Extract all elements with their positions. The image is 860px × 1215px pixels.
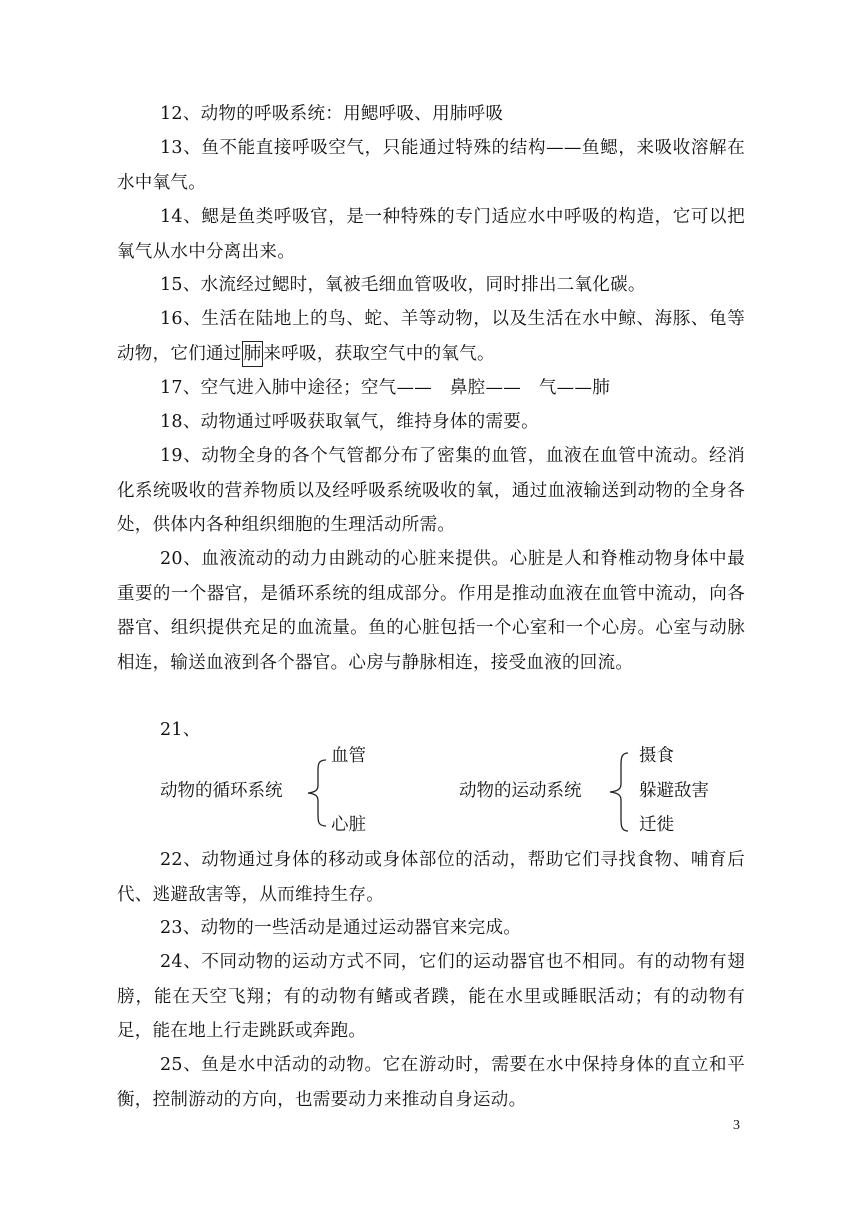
circulatory-system-label: 动物的循环系统 xyxy=(160,781,283,801)
item-19: 19、动物全身的各个气管都分布了密集的血管，血液在血管中流动。经消化系统吸收的营养物质以及经呼吸系统吸收的氧，通过血液输送到动物的全身各处，供体内各种组织细胞的生理活动所需。 xyxy=(117,446,745,535)
item-24: 24、不同动物的运动方式不同，它们的运动器官也不相同。有的动物有翅膀，能在天空飞翔；有的动物有鳍或者蹼，能在水里或睡眠活动；有的动物有足，能在地上行走跳跃或奔跑。 xyxy=(117,952,745,1041)
item-20: 20、血液流动的动力由跳动的心脏来提供。心脏是人和脊椎动物身体中最重要的一个器官，是循环系统的组成部分。作用是推动血液在血管中流动，向各器官、组织提供充足的血流量。鱼的心脏包括一个心室和一个心房。心室与动脉相连，输送血液到各个器官。心房与静脉相连，接受血液的回流。 xyxy=(117,549,745,673)
item-23: 23、动物的一些活动是通过运动器官来完成。 xyxy=(160,918,522,938)
locomotion-system-label: 动物的运动系统 xyxy=(459,781,582,801)
item-16-text-b: 来呼吸，获取空气中的氧气。 xyxy=(263,343,495,364)
item-14: 14、鳃是鱼类呼吸官，是一种特殊的专门适应水中呼吸的构造，它可以把氧气从水中分离出来。 xyxy=(117,207,745,262)
item-16 xyxy=(117,302,745,371)
item-25: 25、鱼是水中活动的动物。它在游动时，需要在水中保持身体的直立和平衡，控制游动的方向，也需要动力来推动自身运动。 xyxy=(117,1055,745,1110)
item-16-text-a: 16、生活在陆地上的鸟、蛇、羊等动物，以及生活在水中鲸、海豚、龟等动物，它们通过 xyxy=(117,309,745,364)
locomotion-brace-icon xyxy=(602,750,632,834)
item-16-boxed-answer: 肺 xyxy=(242,341,264,367)
item-22: 22、动物通过身体的移动或身体部位的活动，帮助它们寻找食物、哺育后代、逃避敌害等，从而维持生存。 xyxy=(117,850,745,905)
circulatory-item-heart: 心脏 xyxy=(331,815,366,835)
locomotion-item-migration: 迁徙 xyxy=(639,815,674,835)
circulatory-item-blood-vessel: 血管 xyxy=(331,746,366,766)
item-18: 18、动物通过呼吸获取氧气，维持身体的需要。 xyxy=(160,412,539,432)
locomotion-item-feeding: 摄食 xyxy=(639,746,674,766)
item-15: 15、水流经过鳃时，氧被毛细血管吸收，同时排出二氧化碳。 xyxy=(160,275,646,295)
page-number: 3 xyxy=(733,1118,740,1133)
item-17: 17、空气进入肺中途径；空气—— 鼻腔—— 气——肺 xyxy=(160,378,611,398)
circulatory-brace-icon xyxy=(302,757,328,829)
item-13: 13、鱼不能直接呼吸空气，只能通过特殊的结构——鱼鳃，来吸收溶解在水中氧气。 xyxy=(117,138,745,193)
item-21: 21、 xyxy=(160,720,201,740)
item-12: 12、动物的呼吸系统：用鳃呼吸、用肺呼吸 xyxy=(160,104,504,124)
locomotion-item-avoid-enemies: 躲避敌害 xyxy=(639,781,709,801)
